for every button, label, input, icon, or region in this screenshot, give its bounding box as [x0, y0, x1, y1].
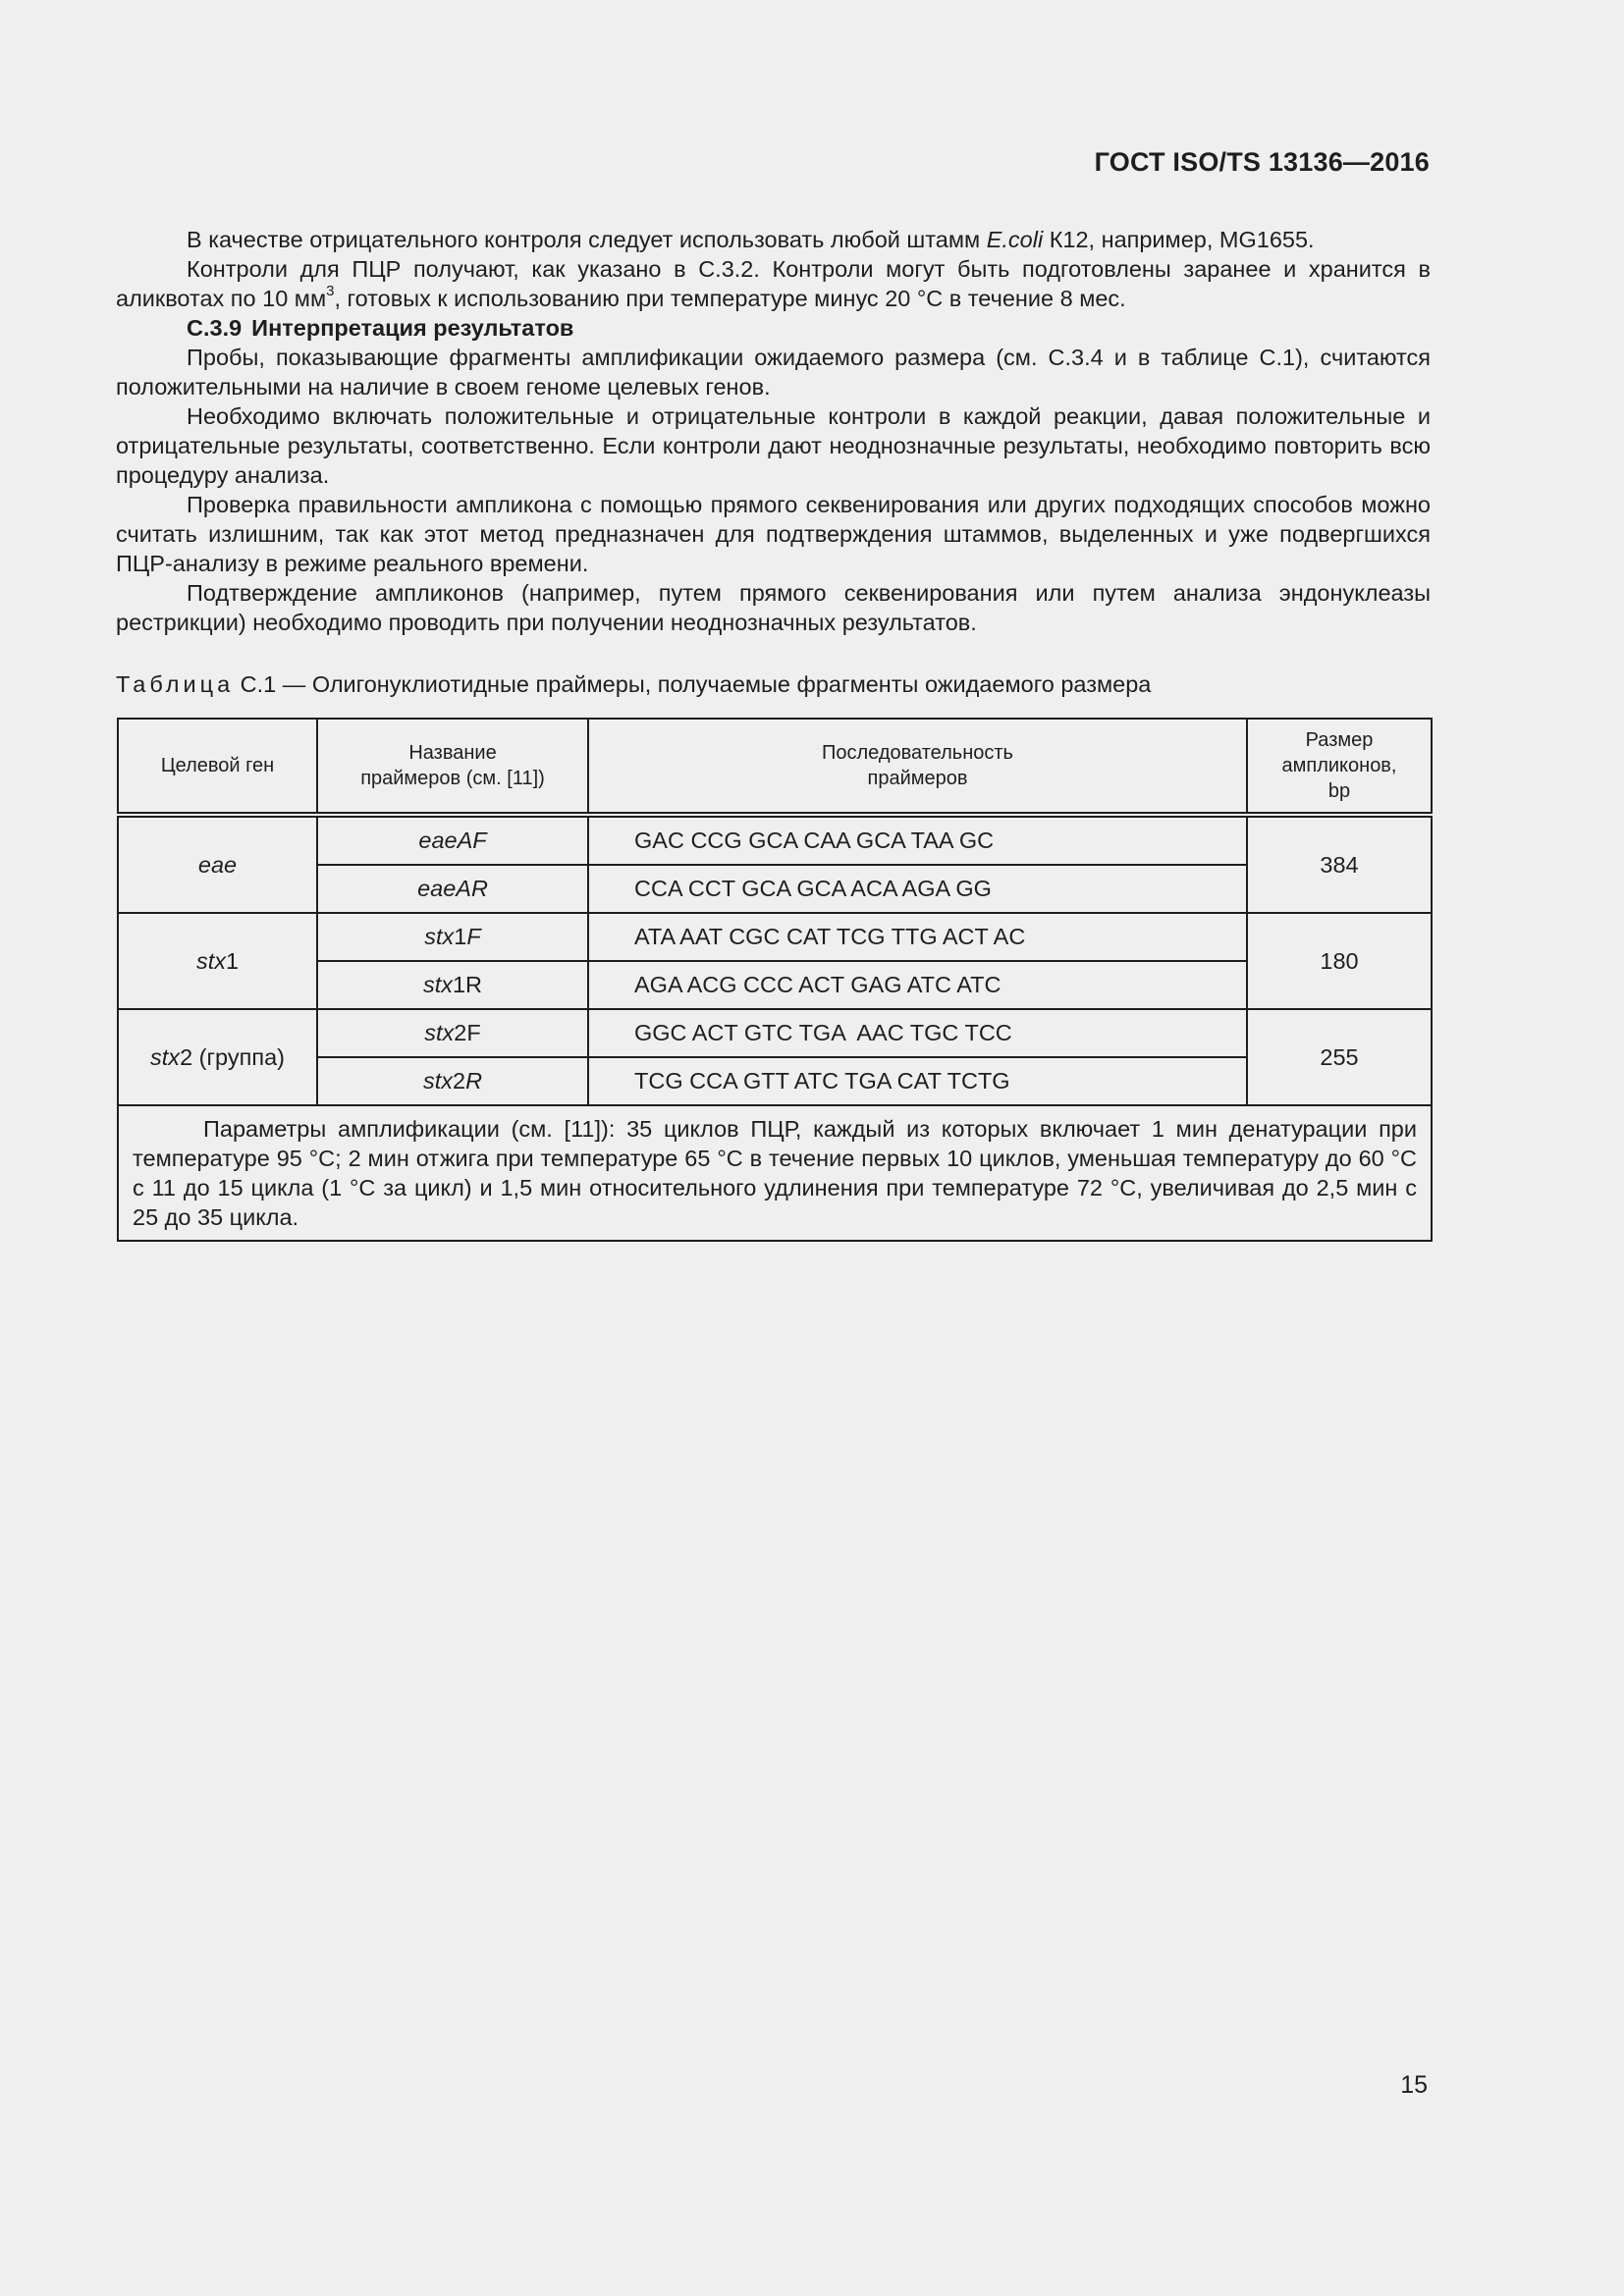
table-caption	[116, 669, 1151, 699]
sequence-cell: CCA CCT GCA GCA ACA AGA GG	[588, 865, 1247, 913]
header-target-gene: Целевой ген	[118, 719, 317, 815]
table-note-row	[118, 1105, 1432, 1241]
sequence-cell: ATA AAT CGC CAT TCG TTG ACT AC	[588, 913, 1247, 961]
table-row	[118, 1009, 1432, 1057]
table-row	[118, 815, 1432, 865]
primer-name-cell: stx2F	[317, 1009, 588, 1057]
paragraph-positive-samples: Пробы, показывающие фрагменты амплификации ожидаемого размера (см. С.3.4 и в таблице С.1), считаются положительными на наличие в своем геноме целевых генов.	[116, 345, 1431, 400]
section-heading	[116, 313, 1431, 343]
gene-cell: stx2 (группа)	[118, 1009, 317, 1105]
page-number: 15	[1400, 2071, 1428, 2099]
gene-cell: stx1	[118, 913, 317, 1009]
paragraph-pcr-controls: Контроли для ПЦР получают, как указано в С.3.2. Контроли могут быть подготовлены заранее и хранится в аликвотах по 10 $мм^3$, готовых к использованию при температуре минус 20 °С в течение 8 мес.	[116, 256, 1431, 311]
paragraph-amplicon-check: Проверка правильности ампликона с помощью прямого секвенирования или других подходящих способов можно считать излишним, так как этот метод предназначен для подтверждения штаммов, выделенных и уже подвергшихся ПЦР-анализу в режиме реального времени.	[116, 492, 1431, 576]
section-number: С.3.9	[187, 315, 243, 341]
table-caption-text: С.1 — Олигонуклиотидные праймеры, получаемые фрагменты ожидаемого размера	[234, 671, 1152, 697]
table-row	[118, 913, 1432, 961]
section-title: Интерпретация результатов	[251, 315, 574, 341]
organism-name: E.coli	[986, 227, 1044, 252]
header-primer-name: Название праймеров (см. [11])	[317, 719, 588, 815]
table-caption-label: Таблица	[116, 671, 235, 697]
size-cell: 180	[1247, 913, 1432, 1009]
table-note: Параметры амплификации (см. [11]): 35 циклов ПЦР, каждый из которых включает 1 мин денатурации при температуре 95 °С; 2 мин отжига при температуре 65 °С в течение первых 10 циклов, уменьшая температуру до 60 °С с 11 до 15 цикла (1 °С за цикл) и 1,5 мин относительного удлинения при температуре 72 °С, увеличивая до 2,5 мин с 25 до 35 цикла.	[118, 1105, 1432, 1241]
size-cell: 255	[1247, 1009, 1432, 1105]
sequence-cell: TCG CCA GTT ATC TGA CAT TCTG	[588, 1057, 1247, 1105]
gene-cell: eae	[118, 815, 317, 913]
sequence-cell: AGA ACG CCC ACT GAG ATC ATC	[588, 961, 1247, 1009]
paragraph-include-controls: Необходимо включать положительные и отрицательные контроли в каждой реакции, давая положительные и отрицательные результаты, соответственно. Если контроли дают неоднозначные результаты, необходимо повторить всю процедуру анализа.	[116, 403, 1431, 488]
sequence-cell: GGC ACT GTC TGA AAC TGC TCC	[588, 1009, 1247, 1057]
size-cell: 384	[1247, 815, 1432, 913]
primer-name-cell: stx2R	[317, 1057, 588, 1105]
page-header-title: ГОСТ ISO/TS 13136—2016	[1094, 147, 1430, 177]
header-sequence: Последовательность праймеров	[588, 719, 1247, 815]
primers-table	[117, 718, 1433, 1242]
primer-name-cell: stx1F	[317, 913, 588, 961]
primer-name-cell: stx1R	[317, 961, 588, 1009]
paragraph-amplicon-confirmation: Подтверждение ампликонов (например, путем прямого секвенирования или путем анализа эндонуклеазы рестрикции) необходимо проводить при получении неоднозначных результатов.	[116, 580, 1431, 635]
body-text	[116, 225, 1431, 637]
header-amplicon-size: Размер ампликонов, bp	[1247, 719, 1432, 815]
sequence-cell: GAC CCG GCA CAA GCA TAA GC	[588, 815, 1247, 865]
paragraph-negative-control: В качестве отрицательного контроля следует использовать любой штамм E.coli К12, например, MG1655.	[187, 227, 1315, 252]
table-header-row	[118, 719, 1432, 815]
primer-name-cell: eaeAF	[317, 815, 588, 865]
primer-name-cell: eaeAR	[317, 865, 588, 913]
